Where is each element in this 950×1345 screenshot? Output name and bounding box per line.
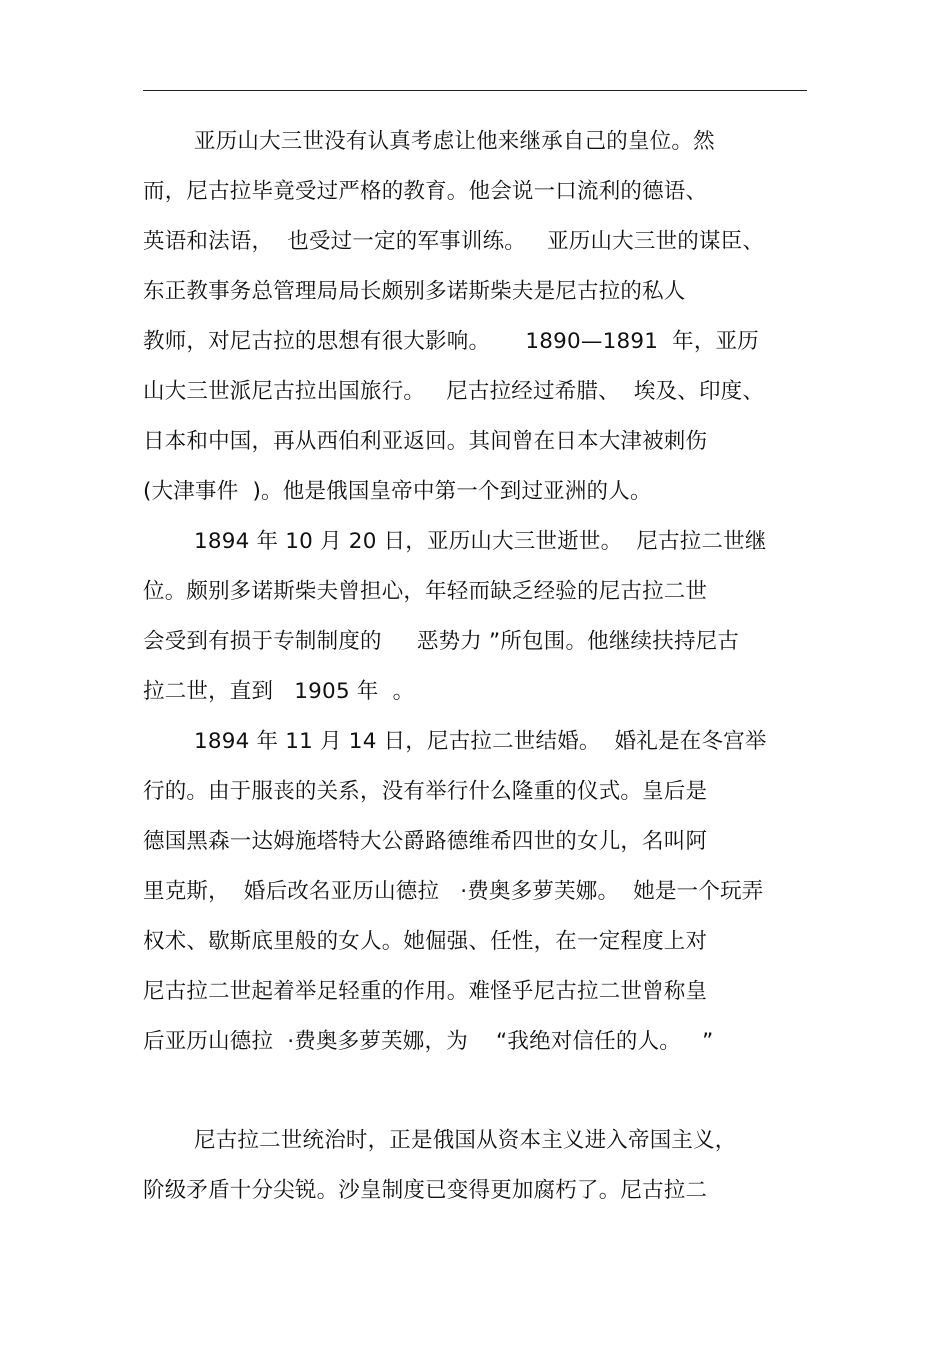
text-line: 1894 年 11 月 14 日，尼古拉二世结婚。 婚礼是在冬宫举 [194,729,767,754]
text-line: 尼古拉二世统治时，正是俄国从资本主义进入帝国主义， [194,1128,737,1153]
text-line: 英语和法语， 也受过一定的军事训练。 亚历山大三世的谋臣、 [143,229,765,254]
text-line: 拉二世，直到 1905 年 。 [143,679,415,704]
header-rule [143,90,807,91]
text-line: 山大三世派尼古拉出国旅行。 尼古拉经过希腊、 埃及、印度、 [143,379,765,404]
text-line: 阶级矛盾十分尖锐。沙皇制度已变得更加腐朽了。尼古拉二 [143,1178,708,1203]
text-line: 日本和中国，再从西伯利亚返回。其间曾在日本大津被刺伤 [143,429,708,454]
text-line: 里克斯， 婚后改名亚历山德拉 ·费奥多萝芙娜。 她是一个玩弄 [143,879,764,904]
text-line: (大津事件 )。他是俄国皇帝中第一个到过亚洲的人。 [143,479,652,504]
text-line: 权术、歇斯底里般的女人。她倔强、任性，在一定程度上对 [143,929,708,954]
text-line: 而，尼古拉毕竟受过严格的教育。他会说一口流利的德语、 [143,179,708,204]
text-line: 行的。由于服丧的关系，没有举行什么隆重的仪式。皇后是 [143,779,708,804]
text-line: 东正教事务总管理局局长颇别多诺斯柴夫是尼古拉的私人 [143,279,686,304]
text-line: 尼古拉二世起着举足轻重的作用。难怪乎尼古拉二世曾称皇 [143,979,708,1004]
text-line: 后亚历山德拉 ·费奥多萝芙娜，为 “我绝对信任的人。 ” [143,1029,714,1054]
text-line: 位。颇别多诺斯柴夫曾担心，年轻而缺乏经验的尼古拉二世 [143,579,708,604]
text-line: 德国黑森一达姆施塔特大公爵路德维希四世的女儿，名叫阿 [143,829,708,854]
text-line: 会受到有损于专制制度的 恶势力 ”所包围。他继续扶持尼古 [143,629,740,654]
text-line: 1894 年 10 月 20 日，亚历山大三世逝世。 尼古拉二世继 [194,529,767,554]
text-line: 教师，对尼古拉的思想有很大影响。 1890—1891 年，亚历 [143,329,759,354]
text-line: 亚历山大三世没有认真考虑让他来继承自己的皇位。然 [194,129,715,154]
